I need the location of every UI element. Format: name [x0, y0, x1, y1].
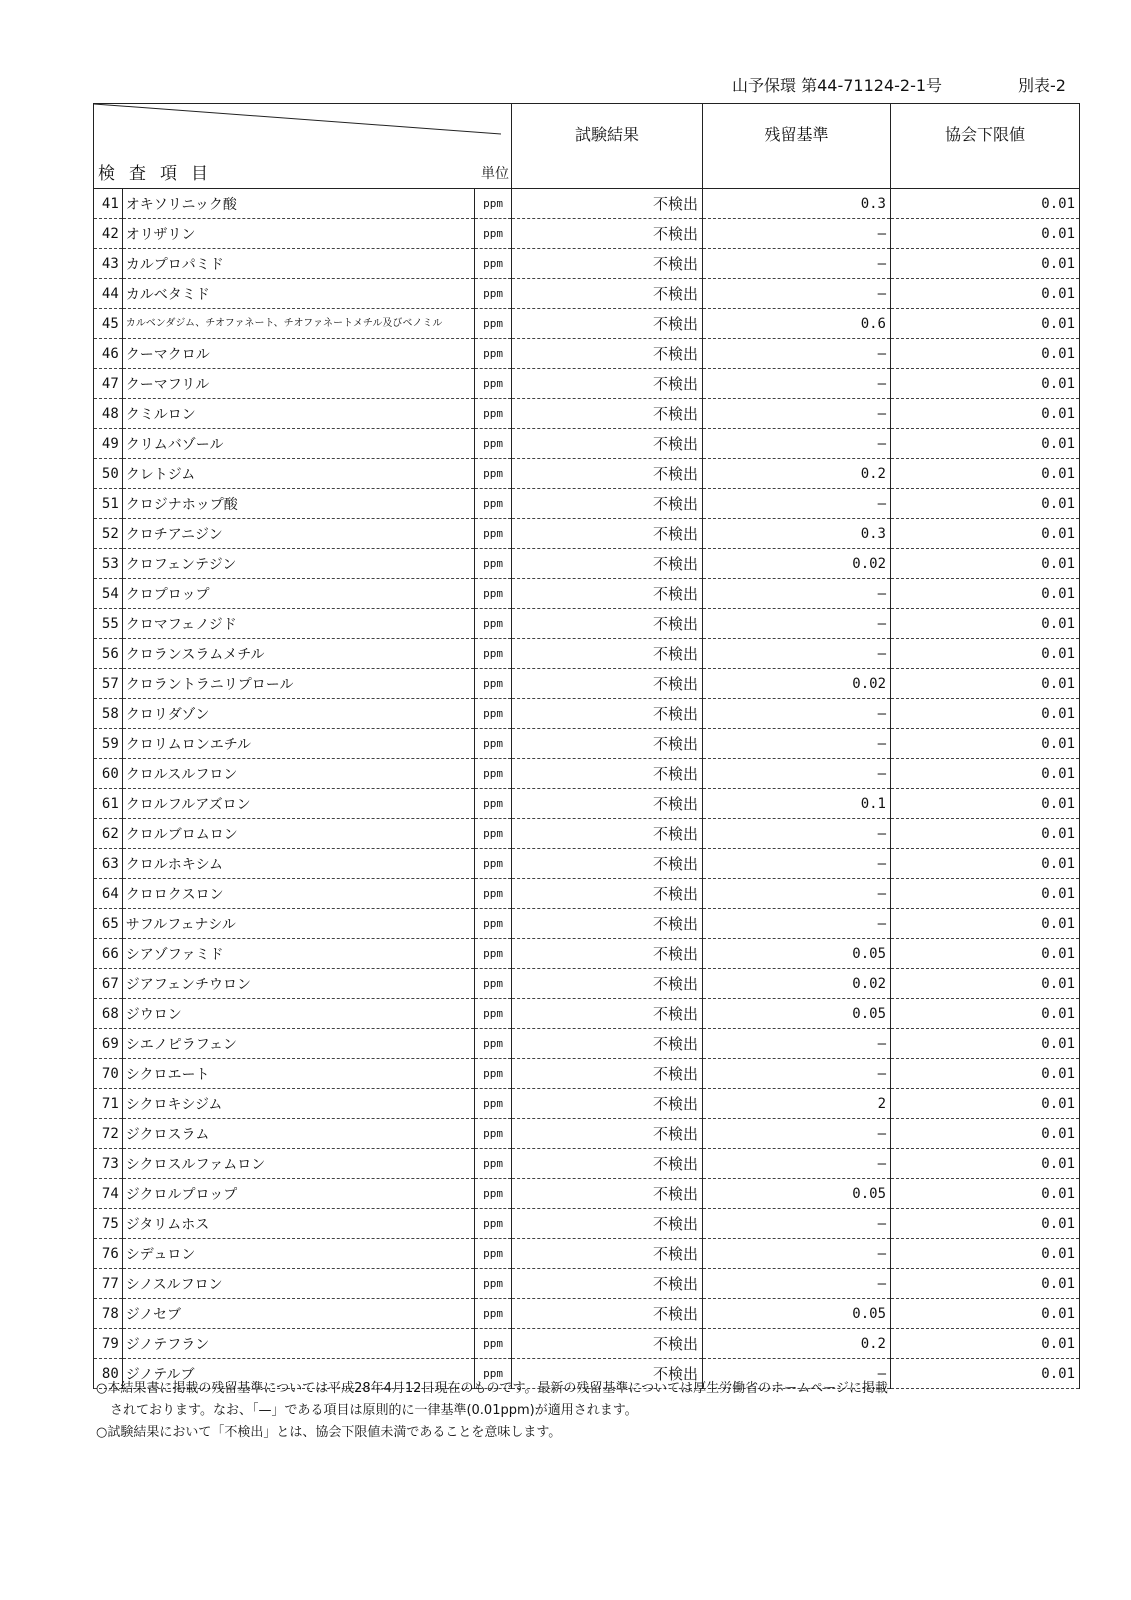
- unit-cell: ppm: [475, 909, 512, 939]
- row-number: 69: [94, 1029, 123, 1059]
- item-name: カルベタミド: [122, 279, 474, 309]
- result-cell: 不検出: [512, 1209, 703, 1239]
- item-name: クロルブロムロン: [122, 819, 474, 849]
- limit-cell: 0.01: [891, 1299, 1080, 1329]
- row-number: 49: [94, 429, 123, 459]
- table-row: [94, 1239, 1080, 1269]
- row-number: 66: [94, 939, 123, 969]
- table-row: [94, 1269, 1080, 1299]
- unit-cell: ppm: [475, 1089, 512, 1119]
- result-cell: 不検出: [512, 459, 703, 489]
- unit-cell: ppm: [475, 639, 512, 669]
- limit-cell: 0.01: [891, 219, 1080, 249]
- row-number: 60: [94, 759, 123, 789]
- row-number: 62: [94, 819, 123, 849]
- limit-cell: 0.01: [891, 1149, 1080, 1179]
- row-number: 53: [94, 549, 123, 579]
- unit-cell: ppm: [475, 219, 512, 249]
- limit-cell: 0.01: [891, 669, 1080, 699]
- result-cell: 不検出: [512, 1059, 703, 1089]
- standard-cell: 0.05: [703, 1299, 891, 1329]
- row-number: 52: [94, 519, 123, 549]
- standard-cell: —: [703, 1029, 891, 1059]
- result-cell: 不検出: [512, 639, 703, 669]
- limit-cell: 0.01: [891, 459, 1080, 489]
- limit-cell: 0.01: [891, 249, 1080, 279]
- table-row: [94, 1119, 1080, 1149]
- row-number: 51: [94, 489, 123, 519]
- limit-cell: 0.01: [891, 369, 1080, 399]
- result-cell: 不検出: [512, 1359, 703, 1389]
- item-name: シノスルフロン: [122, 1269, 474, 1299]
- row-number: 65: [94, 909, 123, 939]
- result-cell: 不検出: [512, 1299, 703, 1329]
- item-name: クロリムロンエチル: [122, 729, 474, 759]
- table-row: [94, 549, 1080, 579]
- limit-cell: 0.01: [891, 999, 1080, 1029]
- item-name: クロプロップ: [122, 579, 474, 609]
- standard-cell: —: [703, 339, 891, 369]
- table-row: [94, 489, 1080, 519]
- limit-cell: 0.01: [891, 579, 1080, 609]
- standard-cell: —: [703, 219, 891, 249]
- standard-cell: —: [703, 1059, 891, 1089]
- result-cell: 不検出: [512, 999, 703, 1029]
- row-number: 80: [94, 1359, 123, 1389]
- unit-cell: ppm: [475, 999, 512, 1029]
- limit-cell: 0.01: [891, 849, 1080, 879]
- unit-cell: ppm: [475, 549, 512, 579]
- table-row: [94, 909, 1080, 939]
- row-number: 67: [94, 969, 123, 999]
- row-number: 47: [94, 369, 123, 399]
- result-cell: 不検出: [512, 309, 703, 339]
- table-row: [94, 1299, 1080, 1329]
- result-cell: 不検出: [512, 1149, 703, 1179]
- document-number: 山予保環 第44-71124-2-1号: [732, 76, 943, 95]
- row-number: 57: [94, 669, 123, 699]
- standard-cell: 0.6: [703, 309, 891, 339]
- row-number: 71: [94, 1089, 123, 1119]
- table-row: [94, 369, 1080, 399]
- unit-cell: ppm: [475, 819, 512, 849]
- table-row: [94, 309, 1080, 339]
- limit-cell: 0.01: [891, 549, 1080, 579]
- table-row: [94, 999, 1080, 1029]
- table-row: [94, 189, 1080, 219]
- limit-cell: 0.01: [891, 489, 1080, 519]
- item-name: カルベンダジム、チオファネート、チオファネートメチル及びベノミル: [122, 309, 474, 339]
- result-cell: 不検出: [512, 579, 703, 609]
- result-cell: 不検出: [512, 759, 703, 789]
- standard-cell: 0.02: [703, 549, 891, 579]
- row-number: 42: [94, 219, 123, 249]
- limit-cell: 0.01: [891, 1239, 1080, 1269]
- limit-cell: 0.01: [891, 969, 1080, 999]
- table-row: [94, 639, 1080, 669]
- limit-cell: 0.01: [891, 639, 1080, 669]
- standard-cell: —: [703, 819, 891, 849]
- item-name: ジノテルブ: [122, 1359, 474, 1389]
- table-row: [94, 429, 1080, 459]
- limit-cell: 0.01: [891, 1359, 1080, 1389]
- standard-cell: —: [703, 699, 891, 729]
- unit-cell: ppm: [475, 1119, 512, 1149]
- limit-cell: 0.01: [891, 879, 1080, 909]
- unit-cell: ppm: [475, 489, 512, 519]
- standard-cell: 0.05: [703, 939, 891, 969]
- limit-cell: 0.01: [891, 789, 1080, 819]
- unit-cell: ppm: [475, 369, 512, 399]
- result-cell: 不検出: [512, 789, 703, 819]
- result-cell: 不検出: [512, 399, 703, 429]
- column-header-standard: 残留基準: [703, 104, 891, 189]
- standard-cell: 0.3: [703, 519, 891, 549]
- item-name: シクロエート: [122, 1059, 474, 1089]
- row-number: 79: [94, 1329, 123, 1359]
- footnote-standard-date: ○本結果書に掲載の残留基準については平成28年4月12日現在のものです。最新の残留基準については厚生労働省のホームページに掲載: [96, 1381, 888, 1396]
- unit-cell: ppm: [475, 429, 512, 459]
- item-name: ジウロン: [122, 999, 474, 1029]
- limit-cell: 0.01: [891, 1329, 1080, 1359]
- table-row: [94, 699, 1080, 729]
- item-name: クーマクロル: [122, 339, 474, 369]
- item-name: シエノピラフェン: [122, 1029, 474, 1059]
- item-name: クロマフェノジド: [122, 609, 474, 639]
- unit-cell: ppm: [475, 699, 512, 729]
- standard-cell: —: [703, 279, 891, 309]
- result-cell: 不検出: [512, 519, 703, 549]
- unit-cell: ppm: [475, 609, 512, 639]
- item-name: クロルホキシム: [122, 849, 474, 879]
- unit-cell: ppm: [475, 189, 512, 219]
- row-number: 45: [94, 309, 123, 339]
- unit-cell: ppm: [475, 579, 512, 609]
- table-row: [94, 519, 1080, 549]
- result-cell: 不検出: [512, 249, 703, 279]
- item-name: クロロクスロン: [122, 879, 474, 909]
- item-name: サフルフェナシル: [122, 909, 474, 939]
- result-cell: 不検出: [512, 189, 703, 219]
- row-number: 54: [94, 579, 123, 609]
- results-table: [93, 103, 1080, 1389]
- limit-cell: 0.01: [891, 1179, 1080, 1209]
- limit-cell: 0.01: [891, 609, 1080, 639]
- row-number: 61: [94, 789, 123, 819]
- unit-cell: ppm: [475, 1149, 512, 1179]
- limit-cell: 0.01: [891, 1089, 1080, 1119]
- item-unit-header: [94, 104, 512, 189]
- table-row: [94, 789, 1080, 819]
- limit-cell: 0.01: [891, 1209, 1080, 1239]
- row-number: 56: [94, 639, 123, 669]
- standard-cell: —: [703, 1119, 891, 1149]
- standard-cell: —: [703, 849, 891, 879]
- item-name: シデュロン: [122, 1239, 474, 1269]
- column-header-limit: 協会下限値: [891, 104, 1080, 189]
- limit-cell: 0.01: [891, 909, 1080, 939]
- limit-cell: 0.01: [891, 1029, 1080, 1059]
- footnote-standard-date-cont: されております。なお、「—」である項目は原則的に一律基準(0.01ppm)が適用されます。: [110, 1403, 638, 1418]
- item-name: クロルフルアズロン: [122, 789, 474, 819]
- row-number: 48: [94, 399, 123, 429]
- unit-cell: ppm: [475, 309, 512, 339]
- row-number: 73: [94, 1149, 123, 1179]
- limit-cell: 0.01: [891, 699, 1080, 729]
- standard-cell: —: [703, 1269, 891, 1299]
- standard-cell: 0.05: [703, 1179, 891, 1209]
- limit-cell: 0.01: [891, 1059, 1080, 1089]
- table-row: [94, 1209, 1080, 1239]
- item-name: シクロキシジム: [122, 1089, 474, 1119]
- standard-cell: —: [703, 759, 891, 789]
- result-cell: 不検出: [512, 1089, 703, 1119]
- limit-cell: 0.01: [891, 429, 1080, 459]
- item-name: クロランスラムメチル: [122, 639, 474, 669]
- row-number: 43: [94, 249, 123, 279]
- limit-cell: 0.01: [891, 1269, 1080, 1299]
- item-name: オキソリニック酸: [122, 189, 474, 219]
- standard-cell: —: [703, 249, 891, 279]
- footnote-not-detected: ○試験結果において「不検出」とは、協会下限値未満であることを意味します。: [96, 1425, 562, 1440]
- standard-cell: —: [703, 399, 891, 429]
- unit-cell: ppm: [475, 729, 512, 759]
- limit-cell: 0.01: [891, 189, 1080, 219]
- unit-cell: ppm: [475, 1329, 512, 1359]
- limit-cell: 0.01: [891, 309, 1080, 339]
- result-cell: 不検出: [512, 729, 703, 759]
- result-cell: 不検出: [512, 939, 703, 969]
- table-row: [94, 249, 1080, 279]
- unit-cell: ppm: [475, 669, 512, 699]
- item-name: ジノセブ: [122, 1299, 474, 1329]
- result-cell: 不検出: [512, 279, 703, 309]
- result-cell: 不検出: [512, 1119, 703, 1149]
- standard-cell: 0.05: [703, 999, 891, 1029]
- item-name: クロラントラニリプロール: [122, 669, 474, 699]
- table-row: [94, 459, 1080, 489]
- table-row: [94, 1149, 1080, 1179]
- unit-cell: ppm: [475, 1239, 512, 1269]
- item-name: ジクロスラム: [122, 1119, 474, 1149]
- row-number: 77: [94, 1269, 123, 1299]
- item-name: クロリダゾン: [122, 699, 474, 729]
- row-number: 75: [94, 1209, 123, 1239]
- limit-cell: 0.01: [891, 729, 1080, 759]
- item-name: オリザリン: [122, 219, 474, 249]
- unit-cell: ppm: [475, 939, 512, 969]
- standard-cell: 0.1: [703, 789, 891, 819]
- limit-cell: 0.01: [891, 339, 1080, 369]
- standard-cell: 0.3: [703, 189, 891, 219]
- table-row: [94, 1059, 1080, 1089]
- table-row: [94, 1329, 1080, 1359]
- standard-cell: —: [703, 609, 891, 639]
- standard-cell: —: [703, 489, 891, 519]
- item-name: カルプロパミド: [122, 249, 474, 279]
- limit-cell: 0.01: [891, 759, 1080, 789]
- row-number: 58: [94, 699, 123, 729]
- result-cell: 不検出: [512, 219, 703, 249]
- row-number: 78: [94, 1299, 123, 1329]
- row-number: 72: [94, 1119, 123, 1149]
- item-name: クロジナホップ酸: [122, 489, 474, 519]
- table-row: [94, 849, 1080, 879]
- limit-cell: 0.01: [891, 399, 1080, 429]
- limit-cell: 0.01: [891, 939, 1080, 969]
- result-cell: 不検出: [512, 489, 703, 519]
- item-name: ジクロルプロップ: [122, 1179, 474, 1209]
- result-cell: 不検出: [512, 849, 703, 879]
- unit-cell: ppm: [475, 519, 512, 549]
- table-row: [94, 729, 1080, 759]
- row-number: 70: [94, 1059, 123, 1089]
- item-name: ジアフェンチウロン: [122, 969, 474, 999]
- result-cell: 不検出: [512, 549, 703, 579]
- result-cell: 不検出: [512, 819, 703, 849]
- result-cell: 不検出: [512, 909, 703, 939]
- row-number: 55: [94, 609, 123, 639]
- standard-cell: —: [703, 909, 891, 939]
- unit-cell: ppm: [475, 459, 512, 489]
- table-row: [94, 1029, 1080, 1059]
- unit-cell: ppm: [475, 849, 512, 879]
- result-cell: 不検出: [512, 609, 703, 639]
- table-row: [94, 759, 1080, 789]
- limit-cell: 0.01: [891, 1119, 1080, 1149]
- standard-cell: 0.2: [703, 459, 891, 489]
- table-header-row: [94, 104, 1080, 189]
- unit-cell: ppm: [475, 1359, 512, 1389]
- table-row: [94, 1179, 1080, 1209]
- unit-cell: ppm: [475, 969, 512, 999]
- table-row: [94, 1089, 1080, 1119]
- standard-cell: 0.2: [703, 1329, 891, 1359]
- standard-cell: —: [703, 369, 891, 399]
- table-row: [94, 819, 1080, 849]
- result-cell: 不検出: [512, 339, 703, 369]
- result-cell: 不検出: [512, 669, 703, 699]
- standard-cell: —: [703, 879, 891, 909]
- unit-cell: ppm: [475, 879, 512, 909]
- column-header-item: 検査項目: [98, 164, 222, 184]
- result-cell: 不検出: [512, 1269, 703, 1299]
- row-number: 74: [94, 1179, 123, 1209]
- standard-cell: —: [703, 1149, 891, 1179]
- unit-cell: ppm: [475, 1269, 512, 1299]
- table-row: [94, 939, 1080, 969]
- result-cell: 不検出: [512, 1329, 703, 1359]
- item-name: クーマフリル: [122, 369, 474, 399]
- unit-cell: ppm: [475, 759, 512, 789]
- annex-label: 別表-2: [1018, 76, 1066, 95]
- item-name: クロチアニジン: [122, 519, 474, 549]
- result-cell: 不検出: [512, 429, 703, 459]
- unit-cell: ppm: [475, 1179, 512, 1209]
- table-row: [94, 279, 1080, 309]
- standard-cell: —: [703, 1239, 891, 1269]
- result-cell: 不検出: [512, 1029, 703, 1059]
- row-number: 44: [94, 279, 123, 309]
- standard-cell: —: [703, 1209, 891, 1239]
- item-name: ジタリムホス: [122, 1209, 474, 1239]
- column-header-result: 試験結果: [512, 104, 703, 189]
- table-row: [94, 879, 1080, 909]
- row-number: 50: [94, 459, 123, 489]
- unit-cell: ppm: [475, 1029, 512, 1059]
- standard-cell: —: [703, 579, 891, 609]
- standard-cell: —: [703, 429, 891, 459]
- standard-cell: 2: [703, 1089, 891, 1119]
- result-cell: 不検出: [512, 1179, 703, 1209]
- table-row: [94, 579, 1080, 609]
- item-name: クロルスルフロン: [122, 759, 474, 789]
- unit-cell: ppm: [475, 1059, 512, 1089]
- row-number: 64: [94, 879, 123, 909]
- item-name: ジノテフラン: [122, 1329, 474, 1359]
- result-cell: 不検出: [512, 369, 703, 399]
- row-number: 46: [94, 339, 123, 369]
- limit-cell: 0.01: [891, 519, 1080, 549]
- table-row: [94, 339, 1080, 369]
- table-row: [94, 609, 1080, 639]
- item-name: クレトジム: [122, 459, 474, 489]
- table-row: [94, 219, 1080, 249]
- row-number: 68: [94, 999, 123, 1029]
- standard-cell: 0.02: [703, 969, 891, 999]
- limit-cell: 0.01: [891, 279, 1080, 309]
- item-name: クロフェンテジン: [122, 549, 474, 579]
- result-cell: 不検出: [512, 879, 703, 909]
- item-name: クリムバゾール: [122, 429, 474, 459]
- standard-cell: —: [703, 1359, 891, 1389]
- unit-cell: ppm: [475, 1209, 512, 1239]
- unit-cell: ppm: [475, 249, 512, 279]
- unit-cell: ppm: [475, 789, 512, 819]
- table-row: [94, 969, 1080, 999]
- unit-cell: ppm: [475, 339, 512, 369]
- item-name: シアゾファミド: [122, 939, 474, 969]
- table-row: [94, 399, 1080, 429]
- unit-cell: ppm: [475, 399, 512, 429]
- result-cell: 不検出: [512, 699, 703, 729]
- row-number: 76: [94, 1239, 123, 1269]
- result-cell: 不検出: [512, 1239, 703, 1269]
- standard-cell: —: [703, 639, 891, 669]
- row-number: 59: [94, 729, 123, 759]
- column-header-unit: 単位: [481, 166, 510, 182]
- item-name: シクロスルファムロン: [122, 1149, 474, 1179]
- table-row: [94, 669, 1080, 699]
- unit-cell: ppm: [475, 1299, 512, 1329]
- unit-cell: ppm: [475, 279, 512, 309]
- result-cell: 不検出: [512, 969, 703, 999]
- footnotes: [96, 1378, 888, 1444]
- item-name: クミルロン: [122, 399, 474, 429]
- standard-cell: —: [703, 729, 891, 759]
- standard-cell: 0.02: [703, 669, 891, 699]
- limit-cell: 0.01: [891, 819, 1080, 849]
- row-number: 41: [94, 189, 123, 219]
- row-number: 63: [94, 849, 123, 879]
